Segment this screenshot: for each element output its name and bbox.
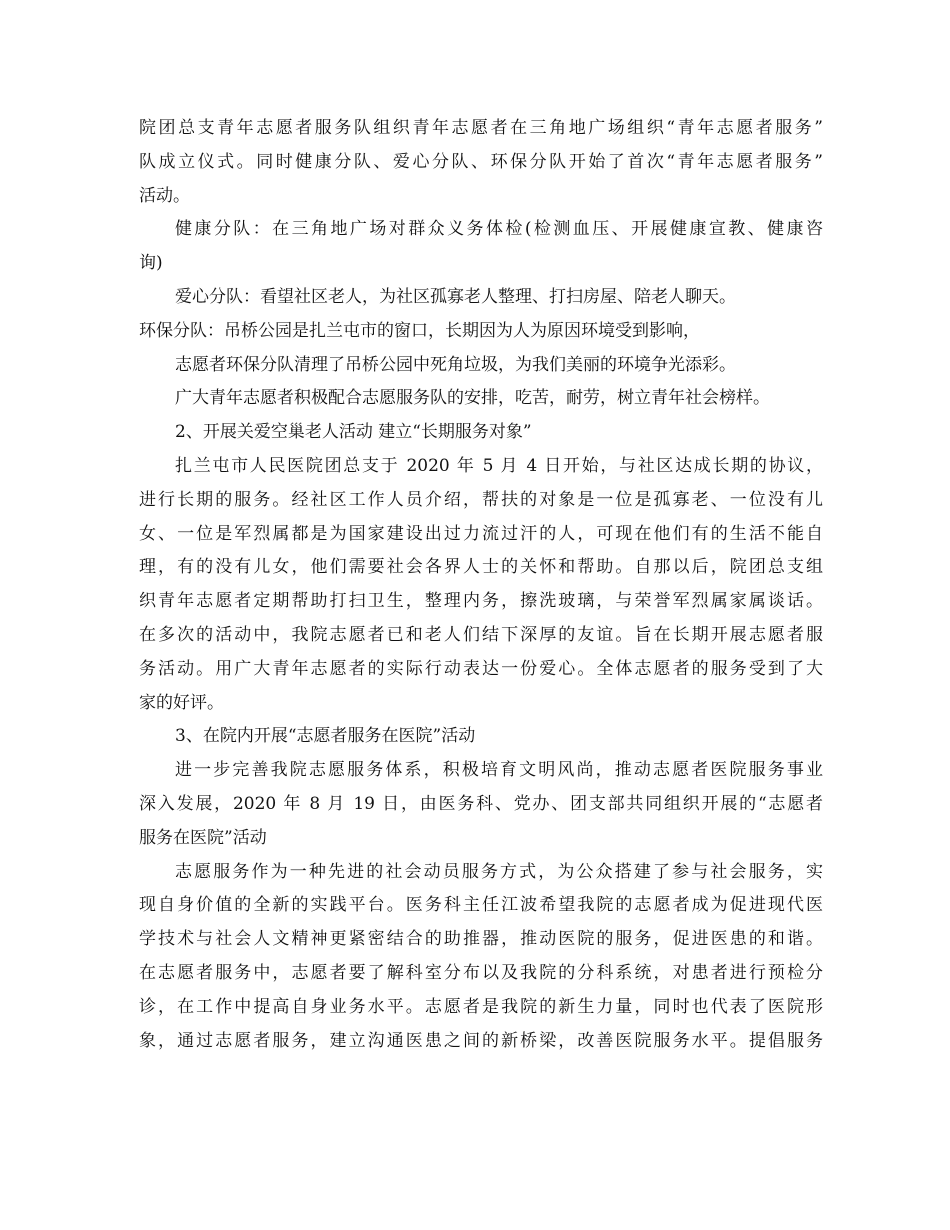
text-line: 现自身价值的全新的实践平台。医务科主任江波希望我院的志愿者成为促进现代医	[139, 895, 823, 916]
text-line: 象，通过志愿者服务，建立沟通医患之间的新桥梁，改善医院服务水平。提倡服务	[139, 1030, 823, 1051]
text-line: 院团总支青年志愿者服务队组织青年志愿者在三角地广场组织“青年志愿者服务”	[139, 118, 823, 138]
text-line: 环保分队：吊桥公园是扎兰屯市的窗口，长期因为人为原因环境受到影响，	[139, 320, 700, 341]
text-line: 理，有的没有儿女，他们需要社会各界人士的关怀和帮助。自那以后，院团总支组	[139, 557, 823, 578]
text-line: 健康分队：在三角地广场对群众义务体检(检测血压、开展健康宣教、健康咨	[175, 219, 823, 240]
text-line: 女、一位是军烈属都是为国家建设出过力流过汗的人，可现在他们有的生活不能自	[139, 523, 823, 544]
text-line: 在多次的活动中，我院志愿者已和老人们结下深厚的友谊。旨在长期开展志愿者服	[139, 624, 823, 645]
section-heading: 2、开展关爱空巢老人活动 建立“长期服务对象”	[175, 422, 532, 443]
text-line: 家的好评。	[139, 692, 224, 713]
text-line: 广大青年志愿者积极配合志愿服务队的安排，吃苦，耐劳，树立青年社会榜样。	[175, 388, 770, 409]
text-line: 在志愿者服务中，志愿者要了解科室分布以及我院的分科系统，对患者进行预检分	[139, 962, 823, 983]
text-line: 进行长期的服务。经社区工作人员介绍，帮扶的对象是一位是孤寡老、一位没有儿	[139, 489, 823, 510]
text-line: 爱心分队：看望社区老人，为社区孤寡老人整理、打扫房屋、陪老人聊天。	[175, 286, 736, 307]
text-line: 扎兰屯市人民医院团总支于 2020 年 5 月 4 日开始，与社区达成长期的协议，	[175, 455, 823, 476]
text-line: 进一步完善我院志愿服务体系，积极培育文明风尚，推动志愿者医院服务事业	[175, 760, 823, 781]
text-line: 深入发展，2020 年 8 月 19 日，由医务科、党办、团支部共同组织开展的“志愿者	[139, 793, 823, 814]
text-line: 诊，在工作中提高自身业务水平。志愿者是我院的新生力量，同时也代表了医院形	[139, 996, 823, 1017]
text-line: 活动。	[139, 185, 190, 206]
text-line: 服务在医院”活动	[139, 827, 267, 848]
text-line: 询)	[139, 253, 163, 274]
section-heading: 3、在院内开展“志愿者服务在医院”活动	[175, 726, 476, 747]
text-line: 志愿服务作为一种先进的社会动员服务方式，为公众搭建了参与社会服务，实	[175, 861, 823, 882]
text-line: 务活动。用广大青年志愿者的实际行动表达一份爱心。全体志愿者的服务受到了大	[139, 658, 823, 679]
document-body	[139, 112, 823, 1058]
text-line: 队成立仪式。同时健康分队、爱心分队、环保分队开始了首次“青年志愿者服务”	[139, 151, 823, 172]
text-line: 志愿者环保分队清理了吊桥公园中死角垃圾，为我们美丽的环境争光添彩。	[175, 354, 736, 375]
text-line: 织青年志愿者定期帮助打扫卫生，整理内务，擦洗玻璃，与荣誉军烈属家属谈话。	[139, 591, 823, 612]
text-line: 学技术与社会人文精神更紧密结合的助推器，推动医院的服务，促进医患的和谐。	[139, 929, 823, 950]
